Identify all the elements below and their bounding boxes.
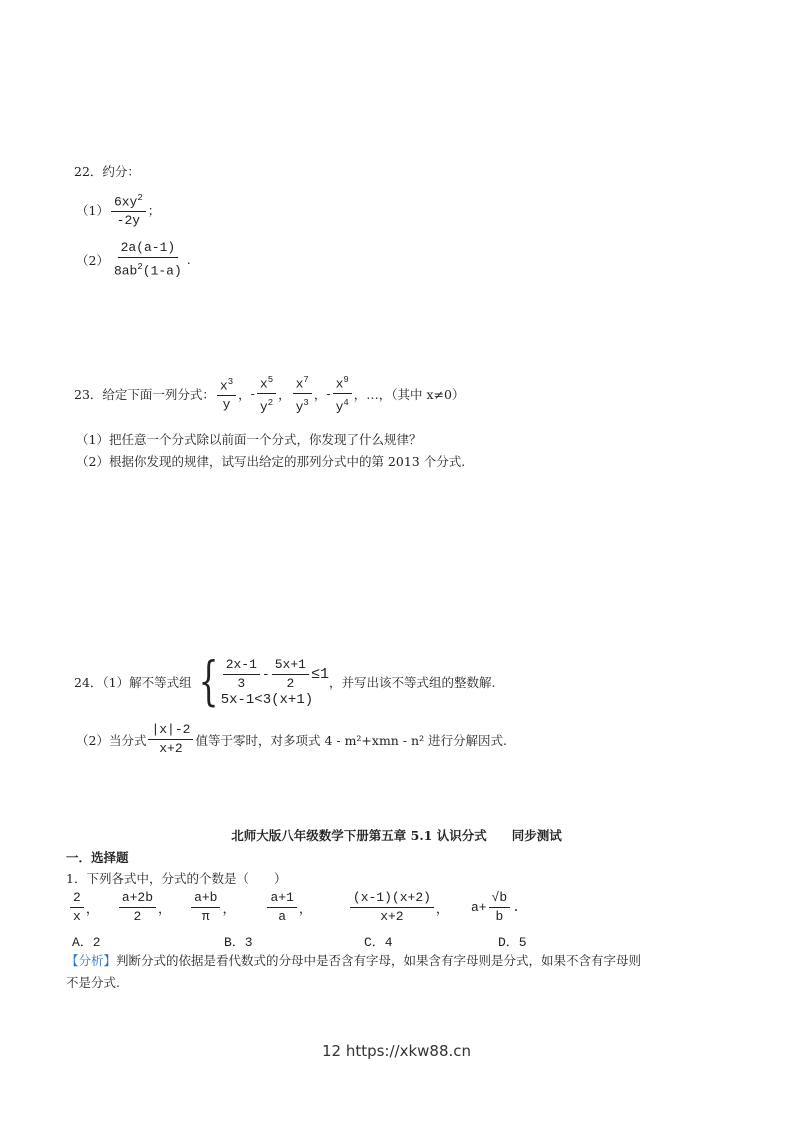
q24-part1: 24．（1）解不等式组 { $\frac{2x-1}{3}$ - $\frac{5x+1}{2}$ ≤1 5x-1<3(x+1) ，并写出该不等式组的整数解. — [74, 652, 496, 712]
q23-part1: （1）把任意一个分式除以前面一个分式，你发现了什么规律？ — [76, 432, 422, 447]
section-title: 北师大版八年级数学下册第五章 5.1 认识分式 同步测试 — [231, 828, 562, 843]
part-label: （2） — [76, 252, 109, 268]
question-1: 1．下列各式中，分式的个数是（ ） — [66, 871, 287, 886]
q22-part2: （2） $\frac{2a(a-1)}{8ab^2(1-a)}$ . — [76, 240, 191, 279]
page-footer: 12 https://xkw88.cn — [321, 1042, 472, 1060]
option-a: A．2 — [72, 935, 101, 950]
fraction: $\frac{2a(a-1)}{8ab^2(1-a)}$ — [113, 240, 182, 279]
fraction: $\frac{5x+1}{2}$ — [272, 657, 309, 692]
fraction: $\frac{2}{x}$ — [70, 890, 84, 925]
part-label: （1） — [76, 202, 109, 218]
option-c: C．4 — [364, 935, 393, 950]
fraction: $\frac{6xy^2}{-2y}$ — [111, 190, 146, 229]
expression-list: $\frac{2}{x}$ ， $\frac{a+2b}{2}$ ， $\frac{a+b}{\pi}$ ， $\frac{a+1}{a}$ ， $\frac{(x-1)(x+2)}{x+2}$ ， a+ $\frac{√b}{b}$ . — [68, 890, 520, 925]
q23-part2: （2）根据你发现的规律，试写出给定的那列分式中的第 2013 个分式. — [76, 454, 466, 469]
inequality-system: $\frac{2x-1}{3}$ - $\frac{5x+1}{2}$ ≤1 5x-1<3(x+1) — [220, 656, 329, 708]
analysis-line-2: 不是分式. — [66, 975, 120, 990]
option-b: B．3 — [224, 935, 253, 950]
q22-part1: （1） $\frac{6xy^2}{-2y}$ ； — [76, 190, 160, 229]
q24-part2: （2）当分式 $\frac{|x|-2}{x+2}$ 值等于零时，对多项式 4 - m²+xmn - n² 进行分解因式. — [76, 722, 508, 756]
fraction: $\frac{|x|-2}{x+2}$ — [148, 722, 193, 757]
fraction: $\frac{a+1}{a}$ — [267, 890, 296, 925]
brace: { — [198, 652, 219, 712]
fraction: $\frac{√b}{b}$ — [489, 890, 511, 925]
option-d: D．5 — [498, 935, 527, 950]
q23-line: 23．给定下面一列分式： $\frac{x^3}{y}$ ， - $\frac{x^5}{y^2}$ ， $\frac{x^7}{y^3}$ ， - $\frac{x^9}{y^4}$ ，…，（其中 x≠0） — [74, 372, 465, 416]
fraction: $\frac{x^3}{y}$ — [217, 374, 236, 413]
q22-label: 22．约分： — [74, 164, 140, 179]
q23-label: 23．给定下面一列分式： — [74, 386, 215, 402]
fraction: $\frac{x^5}{y^2}$ — [257, 372, 276, 416]
fraction: $\frac{(x-1)(x+2)}{x+2}$ — [350, 890, 434, 925]
analysis-tag: 【分析】 — [66, 953, 117, 968]
section-heading: 一．选择题 — [66, 850, 129, 865]
fraction: $\frac{a+2b}{2}$ — [119, 890, 156, 925]
fraction: $\frac{x^9}{y^4}$ — [333, 372, 352, 416]
fraction: $\frac{a+b}{\pi}$ — [191, 890, 220, 925]
analysis-line-1: 【分析】判断分式的依据是看代数式的分母中是否含有字母，如果含有字母则是分式，如果不含有字母则 — [66, 953, 642, 968]
fraction: $\frac{2x-1}{3}$ — [223, 657, 260, 692]
fraction: $\frac{x^7}{y^3}$ — [293, 372, 312, 416]
